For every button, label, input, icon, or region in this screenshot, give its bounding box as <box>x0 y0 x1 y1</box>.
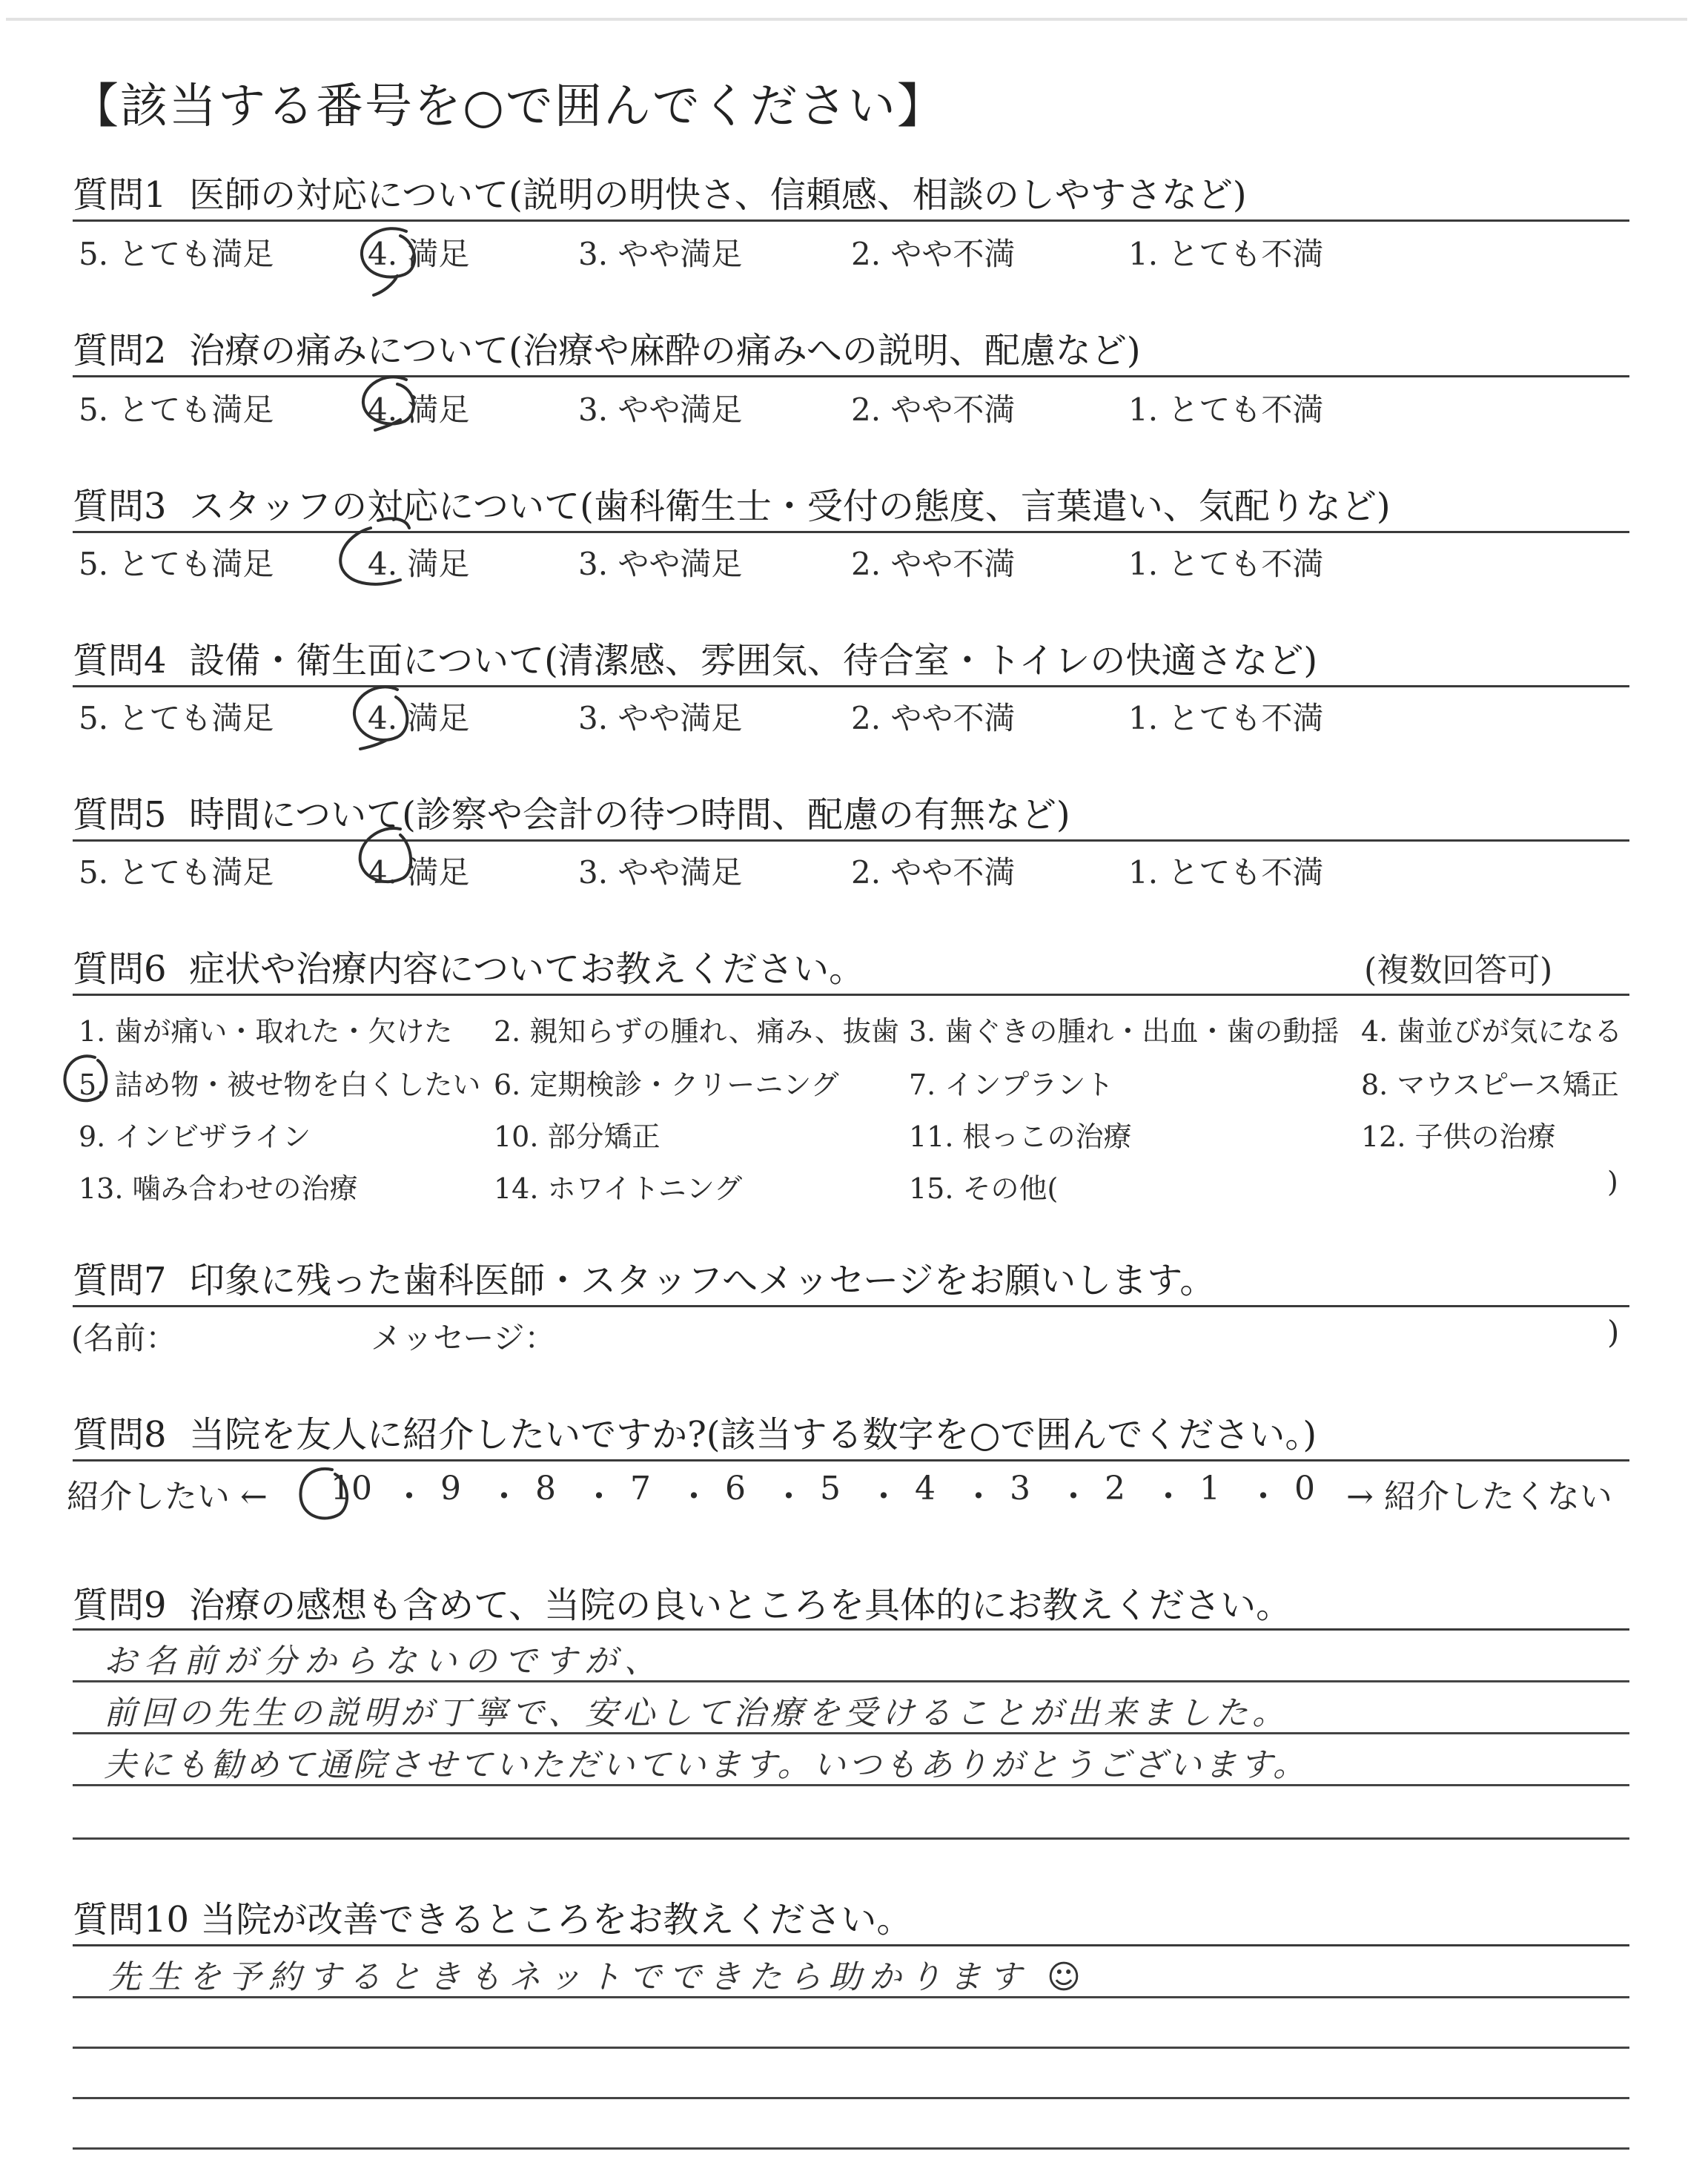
answer-line <box>73 2047 1629 2049</box>
symptom-option[interactable]: 9. インビザライン <box>79 1120 311 1153</box>
handwritten-answer-line: 夫にも勧めて通院させていただいています。いつもありがとうございます。 <box>104 1746 1308 1784</box>
scale-right-label: → 紹介したくない <box>1346 1478 1612 1516</box>
question-5 <box>73 789 1629 836</box>
other-close-paren: ) <box>1607 1166 1618 1198</box>
message-close-paren: ) <box>1607 1314 1620 1350</box>
scale-value-6[interactable]: 6 <box>725 1470 746 1507</box>
recommend-scale <box>67 1470 1646 1514</box>
question-8 <box>73 1409 1629 1456</box>
symptom-option[interactable]: 3. 歯ぐきの腫れ・出血・歯の動揺 <box>909 1015 1340 1048</box>
question-text: スタッフの対応について(歯科衛生士・受付の態度、言葉遣い、気配りなど) <box>189 486 1391 527</box>
scale-value-2[interactable]: 2 <box>1105 1470 1125 1507</box>
scale-value-7[interactable]: 7 <box>630 1470 651 1507</box>
symptom-option[interactable]: 4. 歯並びが気になる <box>1361 1015 1623 1048</box>
question-text: 設備・衛生面について(清潔感、雰囲気、待合室・トイレの快適さなど) <box>189 640 1318 681</box>
question-text: 治療の痛みについて(治療や麻酔の痛みへの説明、配慮など) <box>189 330 1141 371</box>
option-1[interactable]: 1. とても不満 <box>1128 236 1324 272</box>
scale-value-5[interactable]: 5 <box>820 1470 841 1507</box>
question-7 <box>73 1255 1629 1301</box>
symptom-option[interactable]: 13. 噛み合わせの治療 <box>79 1172 358 1205</box>
question-text: 時間について(診察や会計の待つ時間、配慮の有無など) <box>189 794 1070 836</box>
option-5[interactable]: 5. とても満足 <box>79 700 274 736</box>
question-text: 医師の対応について(説明の明快さ、信頼感、相談のしやすさなど) <box>189 174 1247 216</box>
option-5[interactable]: 5. とても満足 <box>79 392 274 428</box>
question-text: 当院を友人に紹介したいですか?(該当する数字を○で囲んでください。) <box>189 1414 1317 1456</box>
question-3 <box>73 480 1629 527</box>
message-field-label[interactable]: メッセージ： <box>371 1320 556 1356</box>
scale-dot: ・ <box>393 1478 426 1516</box>
question-label: 質問8 <box>73 1414 167 1456</box>
question-label: 質問5 <box>73 794 167 836</box>
question-label: 質問4 <box>73 640 167 681</box>
question-label: 質問7 <box>73 1260 167 1301</box>
question-text: 当院が改善できるところをお教えください。 <box>200 1899 913 1941</box>
question-label: 質問3 <box>73 486 167 527</box>
option-4[interactable]: 4. 満足 <box>368 546 470 582</box>
divider <box>73 1628 1629 1631</box>
option-2[interactable]: 2. やや不満 <box>851 236 1016 272</box>
option-5[interactable]: 5. とても満足 <box>79 546 274 582</box>
question-1 <box>73 169 1629 216</box>
scale-dot: ・ <box>867 1478 900 1516</box>
handwritten-answer-line: 前回の先生の説明が丁寧で、安心して治療を受けることが出来ました。 <box>104 1694 1290 1732</box>
divider <box>73 219 1629 222</box>
option-2[interactable]: 2. やや不満 <box>851 854 1016 891</box>
option-3[interactable]: 3. やや満足 <box>578 854 743 891</box>
scale-value-3[interactable]: 3 <box>1010 1470 1030 1507</box>
option-5[interactable]: 5. とても満足 <box>79 236 274 272</box>
divider <box>73 685 1629 687</box>
name-field-label[interactable]: (名前： <box>71 1320 177 1356</box>
question-2 <box>73 325 1629 371</box>
option-3[interactable]: 3. やや満足 <box>578 392 743 428</box>
question-4 <box>73 635 1629 681</box>
scale-dot: ・ <box>772 1478 805 1516</box>
option-2[interactable]: 2. やや不満 <box>851 700 1016 736</box>
scale-dot: ・ <box>678 1478 710 1516</box>
divider <box>73 375 1629 377</box>
option-2[interactable]: 2. やや不満 <box>851 546 1016 582</box>
scale-value-9[interactable]: 9 <box>440 1470 461 1507</box>
option-4[interactable]: 4. 満足 <box>368 854 470 891</box>
handwritten-answer-line: 先生を予約するときもネットでできたら助かります ☺ <box>108 1958 1088 1996</box>
divider <box>73 1305 1629 1307</box>
question-label: 質問9 <box>73 1585 167 1626</box>
symptom-option[interactable]: 1. 歯が痛い・取れた・欠けた <box>79 1015 453 1048</box>
symptom-option[interactable]: 14. ホワイトニング <box>494 1172 743 1205</box>
page-title: 【該当する番号を○で囲んでください】 <box>71 79 946 134</box>
option-1[interactable]: 1. とても不満 <box>1128 854 1324 891</box>
answer-line <box>73 2147 1629 2150</box>
symptom-option[interactable]: 7. インプラント <box>909 1069 1114 1101</box>
option-5[interactable]: 5. とても満足 <box>79 854 274 891</box>
question-text: 治療の感想も含めて、当院の良いところを具体的にお教えください。 <box>189 1585 1292 1626</box>
question-10 <box>73 1894 1629 1941</box>
option-3[interactable]: 3. やや満足 <box>578 546 743 582</box>
scale-dot: ・ <box>488 1478 520 1516</box>
question-label: 質問2 <box>73 330 167 371</box>
option-1[interactable]: 1. とても不満 <box>1128 392 1324 428</box>
answer-line <box>73 2097 1629 2099</box>
divider <box>73 839 1629 842</box>
question-label: 質問1 <box>73 174 167 216</box>
scale-value-0[interactable]: 0 <box>1294 1470 1315 1507</box>
multiple-answers-note: (複数回答可) <box>1364 951 1553 989</box>
answer-line <box>73 1837 1629 1840</box>
question-9 <box>73 1579 1629 1626</box>
question-label: 質問10 <box>73 1899 190 1941</box>
divider <box>73 994 1629 996</box>
option-1[interactable]: 1. とても不満 <box>1128 546 1324 582</box>
option-4[interactable]: 4. 満足 <box>368 392 470 428</box>
option-1[interactable]: 1. とても不満 <box>1128 700 1324 736</box>
option-2[interactable]: 2. やや不満 <box>851 392 1016 428</box>
scale-left-label: 紹介したい ← <box>67 1478 268 1516</box>
option-4[interactable]: 4. 満足 <box>368 236 470 272</box>
symptom-option[interactable]: 12. 子供の治療 <box>1361 1120 1556 1153</box>
divider <box>73 531 1629 533</box>
scale-value-8[interactable]: 8 <box>535 1470 556 1507</box>
symptom-option[interactable]: 5. 詰め物・被せ物を白くしたい <box>79 1069 481 1101</box>
scale-value-10[interactable]: 10 <box>331 1470 372 1507</box>
scale-value-4[interactable]: 4 <box>915 1470 936 1507</box>
symptom-option[interactable]: 15. その他( <box>909 1172 1059 1205</box>
scale-dot: ・ <box>962 1478 995 1516</box>
question-text: 症状や治療内容についてお教えください。 <box>189 948 865 990</box>
option-4[interactable]: 4. 満足 <box>368 700 470 736</box>
scale-dot: ・ <box>583 1478 615 1516</box>
divider <box>73 1459 1629 1462</box>
symptom-option[interactable]: 8. マウスピース矯正 <box>1361 1069 1619 1101</box>
top-border <box>6 18 1687 21</box>
symptom-option[interactable]: 2. 親知らずの腫れ、痛み、抜歯 <box>494 1015 899 1048</box>
symptom-option[interactable]: 6. 定期検診・クリーニング <box>494 1069 839 1101</box>
symptom-option[interactable]: 11. 根っこの治療 <box>909 1120 1132 1153</box>
question-label: 質問6 <box>73 948 167 990</box>
handwritten-answer-line: お名前が分からないのですが、 <box>104 1642 664 1680</box>
scale-dot: ・ <box>1247 1478 1280 1516</box>
symptom-option[interactable]: 10. 部分矯正 <box>494 1120 661 1153</box>
question-text: 印象に残った歯科医師・スタッフへメッセージをお願いします。 <box>189 1260 1216 1301</box>
scale-dot: ・ <box>1152 1478 1185 1516</box>
option-3[interactable]: 3. やや満足 <box>578 236 743 272</box>
scale-dot: ・ <box>1057 1478 1090 1516</box>
scale-value-1[interactable]: 1 <box>1199 1470 1220 1507</box>
option-3[interactable]: 3. やや満足 <box>578 700 743 736</box>
divider <box>73 1944 1629 1946</box>
